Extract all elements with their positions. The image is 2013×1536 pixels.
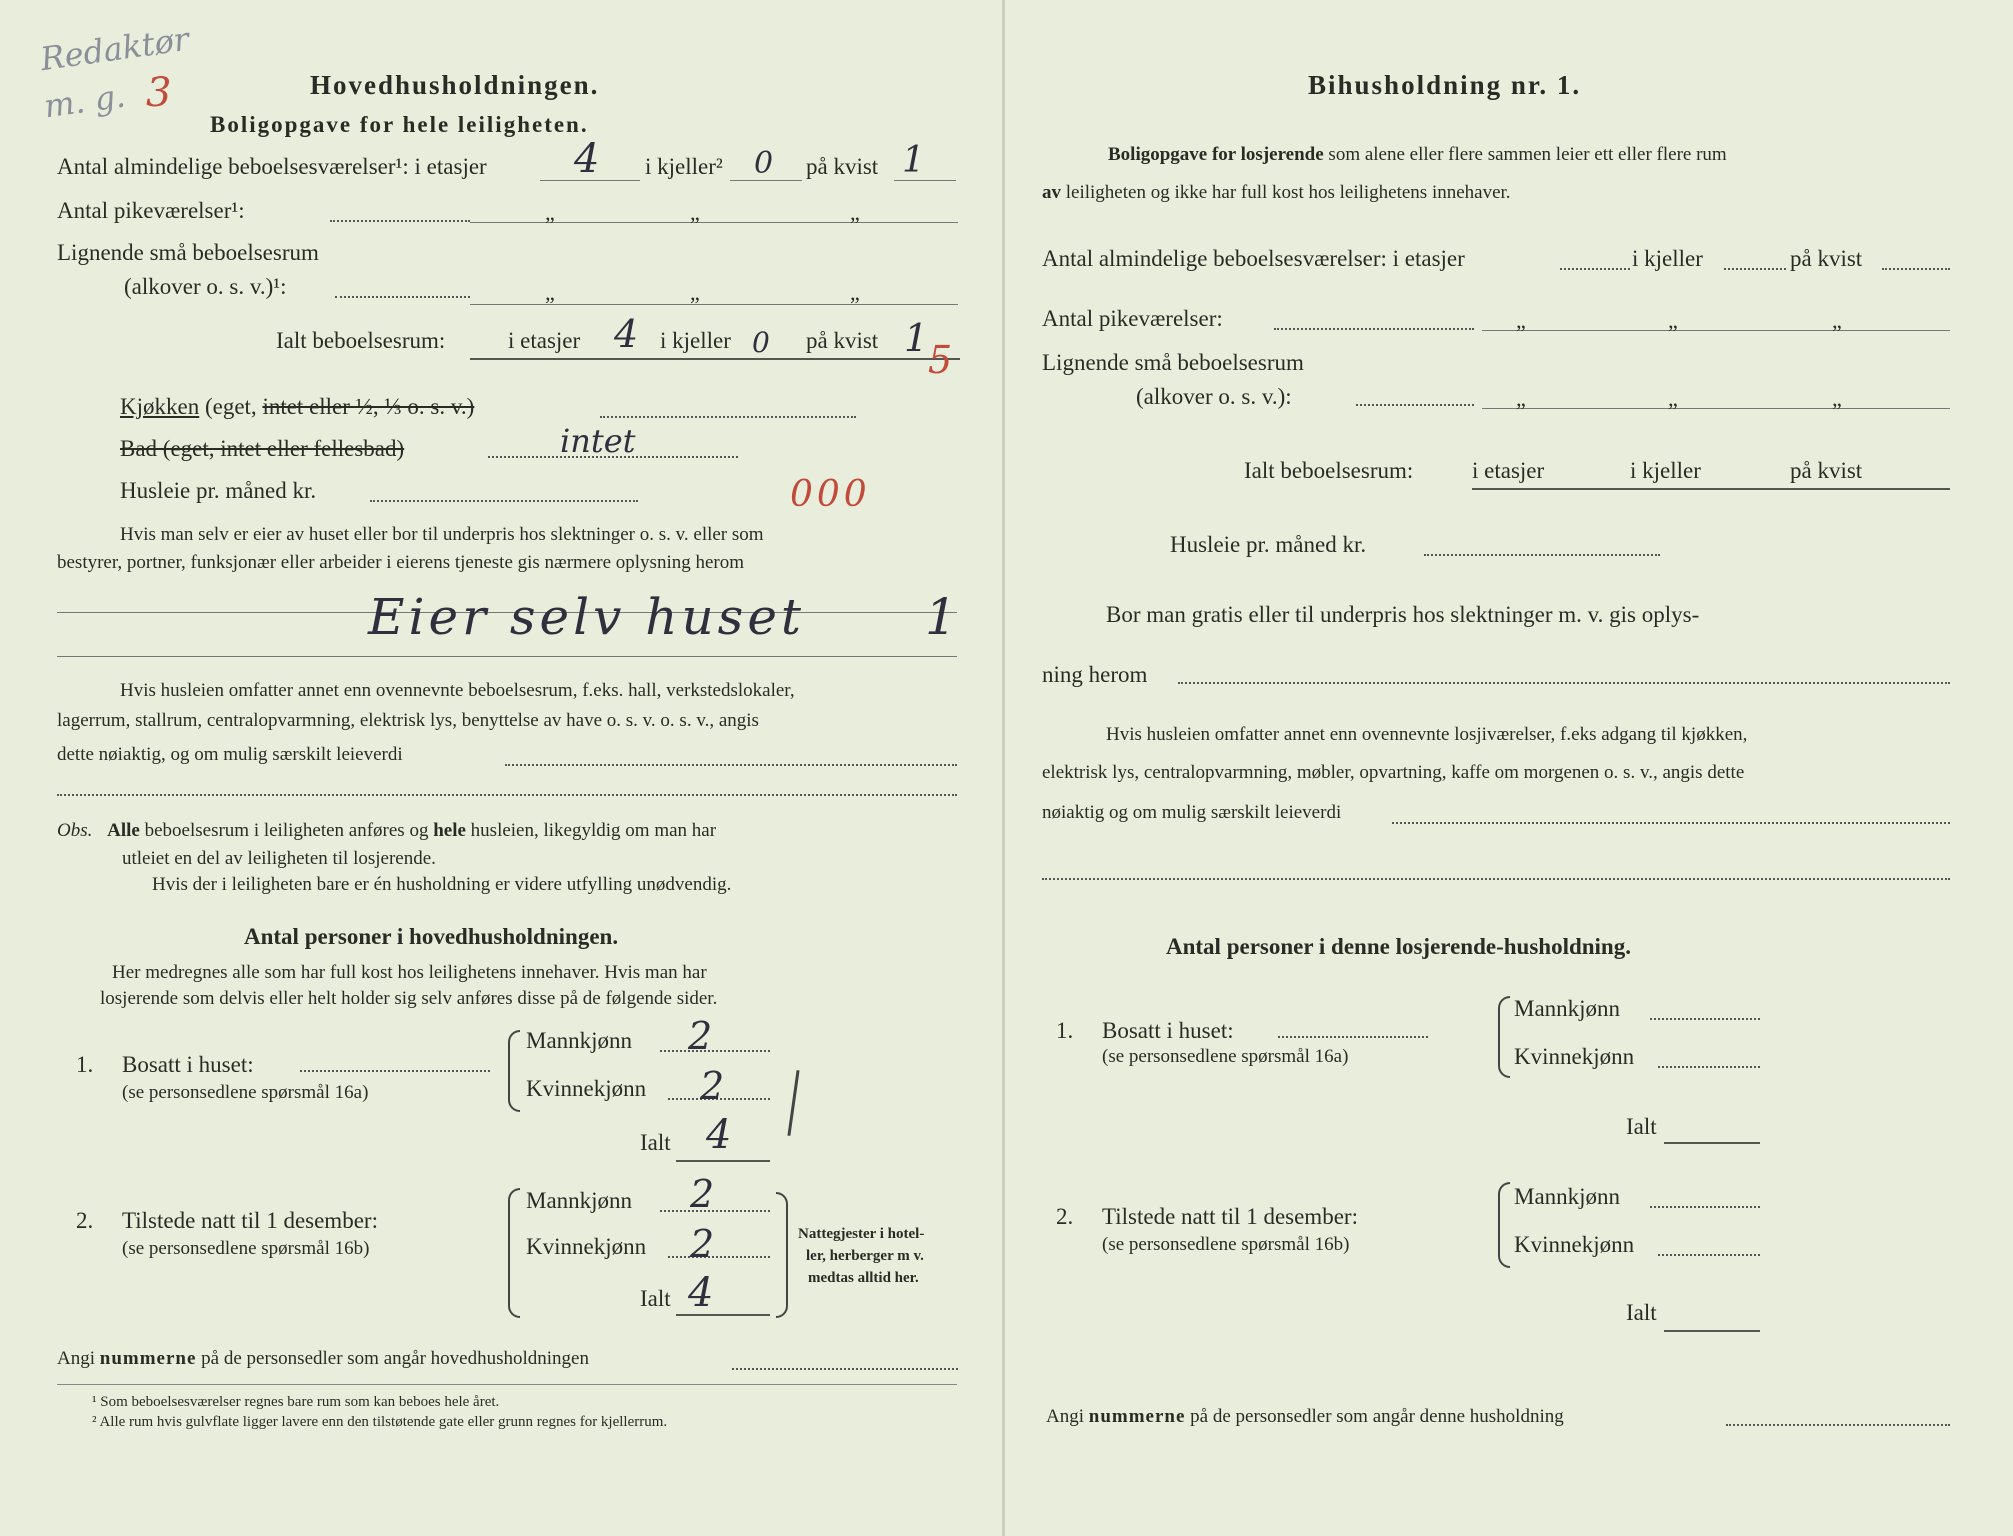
left-q1-num: 1. (76, 1052, 94, 1077)
right-gratis-field[interactable] (1178, 682, 1950, 684)
right-field-kvist[interactable] (1882, 268, 1950, 270)
kjokken-word: Kjøkken (120, 394, 200, 419)
hand-q2-kvinne: 2 (690, 1222, 715, 1266)
right-q2-ialt-label: Ialt (1626, 1300, 1657, 1325)
left-q1-mann-field[interactable] (660, 1050, 770, 1052)
eier-text-1: Hvis man selv er eier av huset eller bor til underpris hos slektninger o. s. v. eller som (120, 524, 764, 545)
left-q1-ialt-label: Ialt (640, 1130, 671, 1155)
hand-ialt-kjeller: 0 (752, 326, 770, 359)
ialt-rooms-underline (470, 358, 960, 360)
right-q2-num: 2. (1056, 1204, 1074, 1229)
right-intro-av: av (1042, 182, 1061, 203)
right-q1-label: Bosatt i huset: (1102, 1018, 1234, 1043)
right-lign-quote-1: „ (1516, 386, 1526, 411)
right-ialt-kjeller-label: i kjeller (1630, 458, 1701, 483)
right-angi-c: på de personsedler som angår denne husholdning (1190, 1406, 1564, 1427)
right-intro-text-2: leiligheten og ikke har full kost hos leilighetens innehaver. (1065, 182, 1511, 203)
obs-hele: hele (433, 820, 466, 841)
pike-quote-3: „ (850, 200, 860, 225)
footnote-2-mark: ² (92, 1414, 97, 1430)
omfatter-dots-1[interactable] (505, 764, 957, 766)
right-pike-dots (1274, 328, 1474, 330)
right-row-pike-label: Antal pikeværelser: (1042, 306, 1223, 331)
kjokken-label (120, 394, 474, 420)
corner-pencil-note: Redaktør (38, 19, 192, 79)
hand-q1-mann: 2 (688, 1014, 713, 1058)
footnote-2-text: Alle rum hvis gulvflate ligger lavere enn den tilstøtende gate eller grunn regnes for kjellerrum. (99, 1414, 668, 1430)
eier-text-2: bestyrer, portner, funksjonær eller arbeider i eierens tjeneste gis nærmere oplysning herom (57, 552, 745, 573)
obs-text-1b: husleien, likegyldig om man har (470, 820, 717, 841)
right-q2-kvinne-label: Kvinnekjønn (1514, 1232, 1635, 1257)
right-q2-brace (1498, 1182, 1510, 1268)
hand-q2-mann: 2 (690, 1172, 715, 1216)
right-q2-label: Tilstede natt til 1 desember: (1102, 1204, 1358, 1229)
right-q2-mann-label: Mannkjønn (1514, 1184, 1621, 1209)
right-q1-kvinne-field[interactable] (1658, 1066, 1760, 1068)
hand-eier: Eier selv huset (368, 588, 806, 646)
left-q1-label: Bosatt i huset: (122, 1052, 254, 1077)
right-q1-num: 1. (1056, 1018, 1074, 1043)
field-pike[interactable] (470, 222, 958, 223)
right-angi-field[interactable] (1726, 1424, 1950, 1426)
kjokken-opts: (eget, (204, 394, 257, 419)
omfatter-text-2: lagerrum, stallrum, centralopvarmning, elektrisk lys, benyttelse av have o. s. v. o. s. v., angis (57, 710, 759, 731)
ialt-etasjer-label: i etasjer (508, 328, 581, 353)
left-persons-title: Antal personer i hovedhusholdningen. (244, 924, 619, 949)
right-field-pike[interactable] (1482, 330, 1950, 331)
right-q1-sub: (se personsedlene spørsmål 16a) (1102, 1046, 1349, 1067)
right-lign-quote-2: „ (1668, 386, 1678, 411)
left-q2-mann-field[interactable] (660, 1210, 770, 1212)
right-husleie-field[interactable] (1424, 554, 1660, 556)
right-q2-kvinne-field[interactable] (1658, 1254, 1760, 1256)
hand-etasjer: 4 (574, 136, 600, 182)
kjokken-dots (600, 416, 856, 418)
right-row-ord-kjeller: i kjeller (1632, 246, 1703, 271)
left-q2-sub: (se personsedlene spørsmål 16b) (122, 1238, 370, 1259)
obs-text-3: Hvis der i leiligheten bare er én husholdning er videre utfylling unødvendig. (152, 874, 732, 895)
left-angi-a: Angi (57, 1348, 95, 1369)
right-omfatter-1: Hvis husleien omfatter annet enn ovennevnte losjiværelser, f.eks adgang til kjøkken, (1106, 724, 1748, 745)
field-lign[interactable] (470, 304, 958, 305)
right-gratis-2: ning herom (1042, 662, 1148, 687)
right-omfatter-3: nøiaktig og om mulig særskilt leieverdi (1042, 802, 1342, 823)
obs-line-1 (57, 820, 716, 842)
hand-ialt-etasjer: 4 (614, 312, 639, 356)
right-angi-a: Angi (1046, 1406, 1084, 1427)
right-omfatter-field-2[interactable] (1042, 878, 1950, 880)
hand-bad: intet (560, 422, 636, 460)
right-field-kjeller[interactable] (1724, 268, 1786, 270)
footnote-1 (92, 1394, 499, 1411)
left-q2-kvinne-field[interactable] (668, 1256, 770, 1258)
obs-alle: Alle (107, 820, 140, 841)
left-q1-kvinne-label: Kvinnekjønn (526, 1076, 647, 1101)
left-subtitle: Boligopgave for hele leiligheten. (210, 112, 589, 137)
hand-eier-num: 1 (925, 588, 957, 646)
right-q1-mann-field[interactable] (1650, 1018, 1760, 1020)
omfatter-text-1: Hvis husleien omfatter annet enn ovennevnte beboelsesrum, f.eks. hall, verkstedslokaler, (120, 680, 795, 701)
lign-dots (335, 296, 470, 298)
obs-label: Obs. (57, 820, 93, 841)
lign-quote-2: „ (690, 280, 700, 305)
left-q2-brace (508, 1188, 520, 1318)
right-q1-brace (1498, 996, 1510, 1078)
right-q1-kvinne-label: Kvinnekjønn (1514, 1044, 1635, 1069)
left-q1-brace (508, 1030, 520, 1112)
right-intro-1 (1108, 144, 1950, 166)
right-pike-quote-2: „ (1668, 308, 1678, 333)
left-q2-mann-label: Mannkjønn (526, 1188, 633, 1213)
left-q1-sub: (se personsedlene spørsmål 16a) (122, 1082, 369, 1103)
right-intro-bold: Boligopgave for losjerende (1108, 144, 1324, 165)
right-q1-dots (1278, 1036, 1428, 1038)
bad-struck: Bad (eget, intet eller fellesbad) (120, 436, 405, 461)
row-ord-kvist: på kvist (806, 154, 879, 179)
right-omfatter-field-1[interactable] (1392, 822, 1950, 824)
right-title: Bihusholdning nr. 1. (1308, 70, 1582, 100)
left-q1-mann-label: Mannkjønn (526, 1028, 633, 1053)
right-gratis-1: Bor man gratis eller til underpris hos slektninger m. v. gis oplys- (1106, 602, 1700, 627)
ialt-rooms-label: Ialt beboelsesrum: (276, 328, 446, 353)
right-row-lign-label-1: Lignende små beboelsesrum (1042, 350, 1304, 375)
omfatter-text-3: dette nøiaktig, og om mulig særskilt leieverdi (57, 744, 403, 765)
row-pike-label: Antal pikeværelser¹: (57, 198, 245, 223)
left-angi (57, 1348, 589, 1370)
left-persons-text-1: Her medregnes alle som har full kost hos leilighetens innehaver. Hvis man har (112, 962, 707, 983)
footnote-1-text: Som beboelsesværelser regnes bare rum som kan beboes hele året. (100, 1394, 500, 1410)
hand-ialt-red: 5 (928, 338, 953, 382)
left-persons-text-2: losjerende som delvis eller helt holder sig selv anføres disse på de følgende sider. (100, 988, 718, 1009)
right-pike-quote-3: „ (1832, 308, 1842, 333)
corner-red-number: 3 (146, 70, 172, 116)
left-q2-num: 2. (76, 1208, 94, 1233)
row-ord-kjeller: i kjeller² (645, 154, 723, 179)
right-lign-quote-3: „ (1832, 386, 1842, 411)
pike-quote-1: „ (545, 200, 555, 225)
right-q2-ialt-field[interactable] (1664, 1330, 1760, 1332)
corner-pencil-note-2: m. g. (41, 76, 128, 126)
right-field-etasjer[interactable] (1560, 268, 1630, 270)
footnote-2 (92, 1414, 667, 1431)
hand-husleie-red: 000 (790, 474, 871, 515)
hand-q1-kvinne: 2 (700, 1064, 725, 1108)
right-persons-title: Antal personer i denne losjerende-husholdning. (1166, 934, 1631, 959)
row-ord-label: Antal almindelige beboelsesværelser¹: i etasjer (57, 154, 487, 179)
right-ialt-kvist-label: på kvist (1790, 458, 1863, 483)
pike-dots (330, 220, 470, 222)
right-angi (1046, 1406, 1564, 1428)
left-angi-b: nummerne (99, 1348, 197, 1369)
left-title: Hovedhusholdningen. (310, 70, 600, 100)
right-q2-mann-field[interactable] (1650, 1206, 1760, 1208)
ialt-kjeller-label: i kjeller (660, 328, 731, 353)
left-angi-field[interactable] (732, 1368, 958, 1370)
hand-q2-ialt: 4 (688, 1270, 714, 1316)
left-q2-kvinne-label: Kvinnekjønn (526, 1234, 647, 1259)
ialt-kvist-label: på kvist (806, 328, 879, 353)
nattegjester-1: Nattegjester i hotel- (798, 1226, 925, 1242)
obs-text-1a: beboelsesrum i leiligheten anføres og (144, 820, 429, 841)
left-q2-brace-right (776, 1192, 788, 1318)
right-q1-ialt-field[interactable] (1664, 1142, 1760, 1144)
right-husleie-label: Husleie pr. måned kr. (1170, 532, 1367, 557)
left-q2-ialt-label: Ialt (640, 1286, 671, 1311)
husleie-label: Husleie pr. måned kr. (120, 478, 317, 503)
pike-quote-2: „ (690, 200, 700, 225)
row-lign-label-2: (alkover o. s. v.)¹: (124, 274, 287, 299)
left-q1-ialt-field[interactable] (676, 1160, 770, 1162)
right-omfatter-2: elektrisk lys, centralopvarmning, møbler, opvartning, kaffe om morgenen o. s. v., angis dette (1042, 762, 1745, 783)
right-pike-quote-1: „ (1516, 308, 1526, 333)
hand-ialt-kvist: 1 (904, 316, 929, 360)
lign-quote-1: „ (545, 280, 555, 305)
right-ialt-etasjer-label: i etasjer (1472, 458, 1545, 483)
nattegjester-3: medtas alltid her. (808, 1270, 919, 1286)
right-ialt-rooms-label: Ialt beboelsesrum: (1244, 458, 1414, 483)
right-lign-dots (1356, 404, 1474, 406)
hand-q1-ialt: 4 (706, 1112, 732, 1158)
right-q1-mann-label: Mannkjønn (1514, 996, 1621, 1021)
left-page-hovedhusholdning (0, 0, 1004, 1536)
right-q1-ialt-label: Ialt (1626, 1114, 1657, 1139)
footnote-1-mark: ¹ (92, 1394, 97, 1410)
kjokken-struck: intet eller ½, ⅓ o. s. v.) (262, 394, 475, 419)
husleie-dots (370, 500, 638, 502)
row-lign-label-1: Lignende små beboelsesrum (57, 240, 319, 265)
right-intro-2 (1042, 182, 1511, 204)
left-q2-label: Tilstede natt til 1 desember: (122, 1208, 378, 1233)
left-q1-dots (300, 1070, 490, 1072)
omfatter-dots-2[interactable] (57, 794, 957, 796)
nattegjester-2: ler, herberger m v. (806, 1248, 924, 1264)
right-row-ord-kvist: på kvist (1790, 246, 1863, 271)
right-field-lign[interactable] (1482, 408, 1950, 409)
lign-quote-3: „ (850, 280, 860, 305)
right-ialt-underline (1472, 488, 1950, 490)
obs-text-2: utleiet en del av leiligheten til losjerende. (122, 848, 436, 869)
eier-line-2[interactable] (57, 656, 957, 657)
right-row-ord-label: Antal almindelige beboelsesværelser: i etasjer (1042, 246, 1465, 271)
hand-kjeller: 0 (754, 146, 774, 181)
right-row-lign-label-2: (alkover o. s. v.): (1136, 384, 1292, 409)
hand-kvist: 1 (902, 140, 925, 181)
right-intro-text-1: som alene eller flere sammen leier ett eller flere rum (1328, 144, 1727, 165)
check-mark (787, 1070, 799, 1136)
right-angi-b: nummerne (1088, 1406, 1186, 1427)
left-angi-c: på de personsedler som angår hovedhusholdningen (201, 1348, 589, 1369)
right-page-bihusholdning (1004, 0, 2013, 1536)
right-q2-sub: (se personsedlene spørsmål 16b) (1102, 1234, 1350, 1255)
footnote-rule (57, 1384, 957, 1385)
